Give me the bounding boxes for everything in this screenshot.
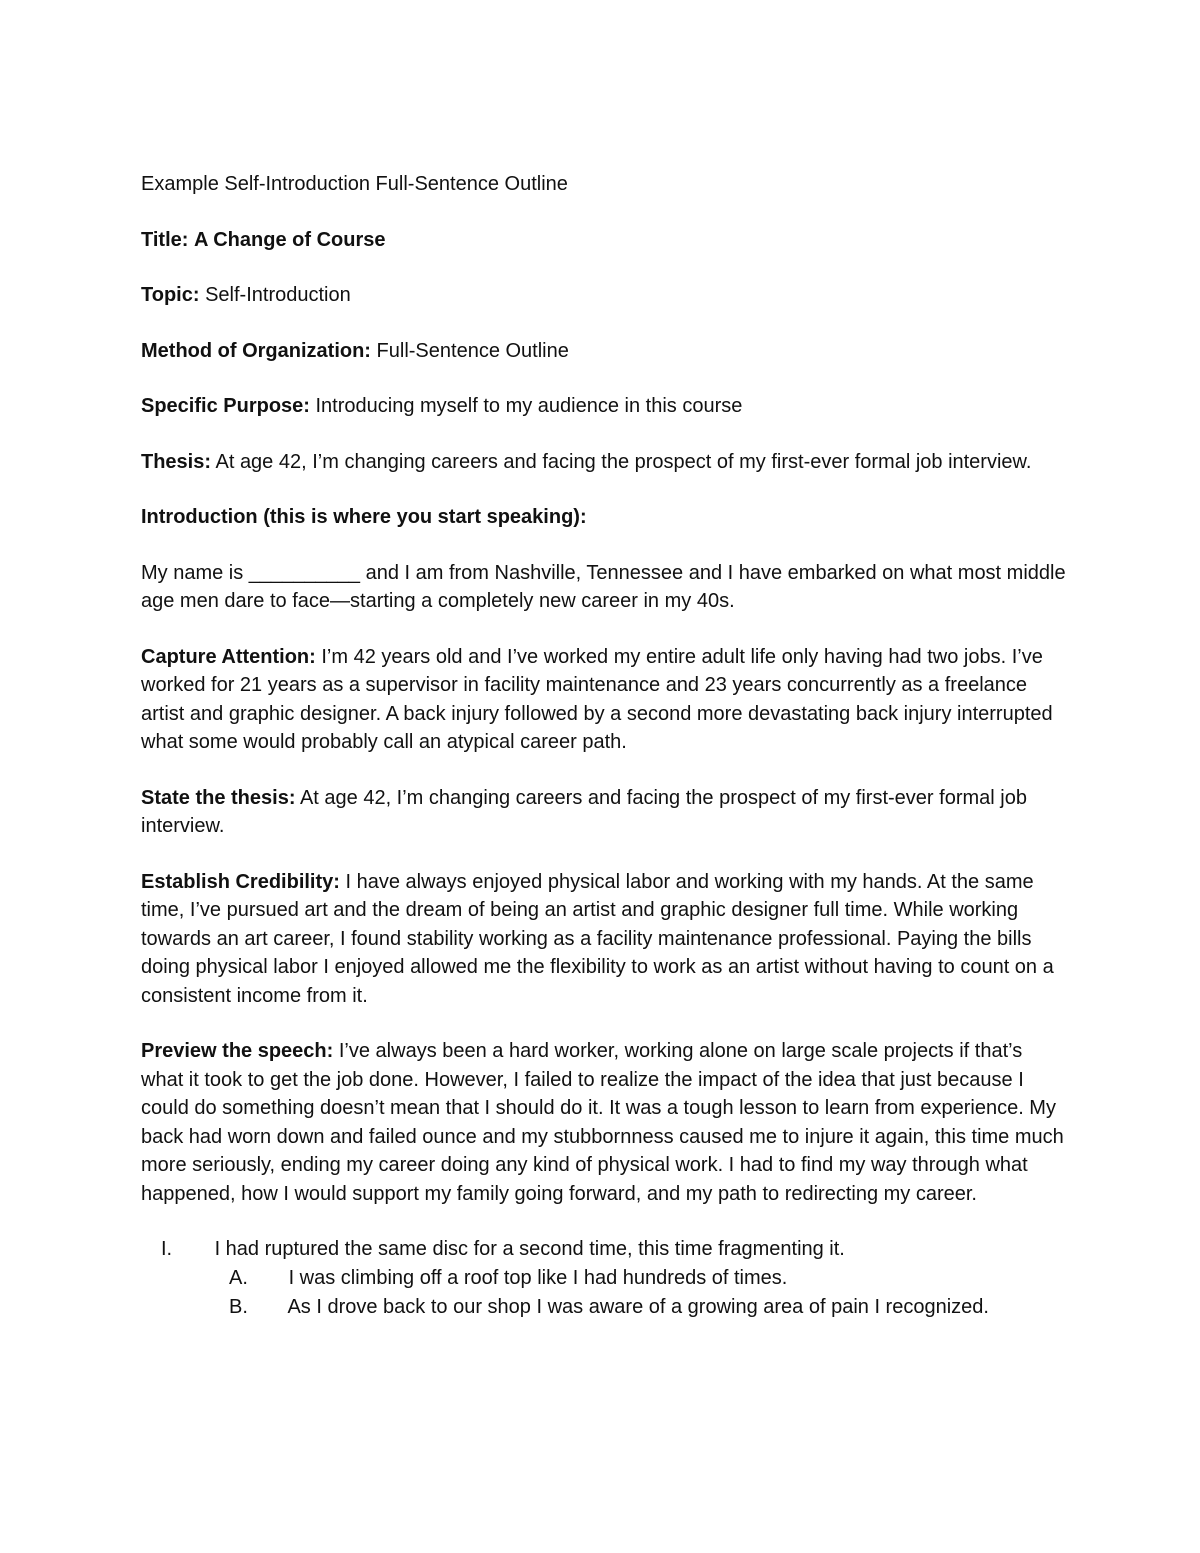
method-label: Method of Organization: [141, 339, 371, 362]
speech-outline [141, 1235, 1066, 1322]
preview-section [141, 1037, 1066, 1208]
opening-paragraph: My name is __________ and I am from Nashville, Tennessee and I have embarked on what most middle age men dare to face—starting a completely new career in my 40s. [141, 561, 1066, 612]
outline-subpoint-b-text: As I drove back to our shop I was aware of a growing area of pain I recognized. [287, 1296, 989, 1318]
credibility-section [141, 868, 1066, 1011]
thesis-label: Thesis: [141, 450, 212, 473]
thesis-value: At age 42, I’m changing careers and facing the prospect of my first-ever formal job interview. [215, 450, 1032, 473]
method-field [141, 337, 1066, 366]
outline-subpoint-a-text: I was climbing off a roof top like I had hundreds of times. [288, 1267, 788, 1289]
outline-main-text: I had ruptured the same disc for a second time, this time fragmenting it. [214, 1238, 845, 1260]
credibility-label: Establish Credibility: [141, 870, 340, 893]
state-thesis-label: State the thesis: [141, 786, 296, 809]
outline-subpoint-b-marker: B. [229, 1296, 248, 1318]
outline-subpoint-a [141, 1264, 1066, 1293]
outline-main-point [141, 1235, 1066, 1264]
document-heading: Example Self-Introduction Full-Sentence Outline [141, 173, 568, 195]
introduction-heading: Introduction (this is where you start speaking): [141, 506, 587, 528]
capture-attention-section [141, 643, 1066, 757]
method-value: Full-Sentence Outline [376, 339, 569, 362]
title-value: A Change of Course [193, 228, 386, 251]
thesis-field [141, 448, 1066, 477]
capture-attention-label: Capture Attention: [141, 645, 316, 668]
purpose-value: Introducing myself to my audience in this course [315, 395, 743, 417]
purpose-label: Specific Purpose: [141, 395, 310, 417]
preview-text: I’ve always been a hard worker, working alone on large scale projects if that’s what it took to get the job done. However, I failed to realize the impact of the idea that just because I could do something doesn’t mean that I should do it. It was a tough lesson to learn from experience. My back had worn down and failed ounce and my stubbornness caused me to injure it again, this time much more seriously, ending my career doing any kind of physical work. I had to find my way through what happened, how I would support my family going forward, and my path to redirecting my career. [141, 1040, 1064, 1205]
outline-subpoint-a-marker: A. [229, 1267, 248, 1289]
topic-field [141, 281, 1066, 310]
purpose-field [141, 392, 1066, 421]
state-thesis-text: At age 42, I’m changing careers and facing the prospect of my first-ever formal job interview. [141, 786, 1027, 837]
credibility-text: I have always enjoyed physical labor and working with my hands. At the same time, I’ve pursued art and the dream of being an artist and graphic designer full time. While working towards an art career, I found stability working as a facility maintenance professional. Paying the bills doing physical labor I enjoyed allowed me the flexibility to work as an artist without having to count on a consistent income from it. [141, 870, 1054, 1007]
capture-attention-text: I’m 42 years old and I’ve worked my entire adult life only having had two jobs. I’ve worked for 21 years as a supervisor in facility maintenance and 23 years concurrently as a freelance artist and graphic designer. A back injury followed by a second more devastating back injury interrupted what some would probably call an atypical career path. [141, 645, 1053, 753]
topic-label: Topic: [141, 284, 200, 306]
outline-subpoint-b [141, 1293, 1066, 1322]
preview-label: Preview the speech: [141, 1040, 334, 1062]
state-thesis-section [141, 784, 1066, 841]
title-field [141, 226, 1066, 255]
title-label: Title: [141, 228, 189, 251]
topic-value: Self-Introduction [205, 284, 351, 306]
outline-main-marker: I. [161, 1238, 173, 1260]
document-body [141, 170, 1066, 1322]
